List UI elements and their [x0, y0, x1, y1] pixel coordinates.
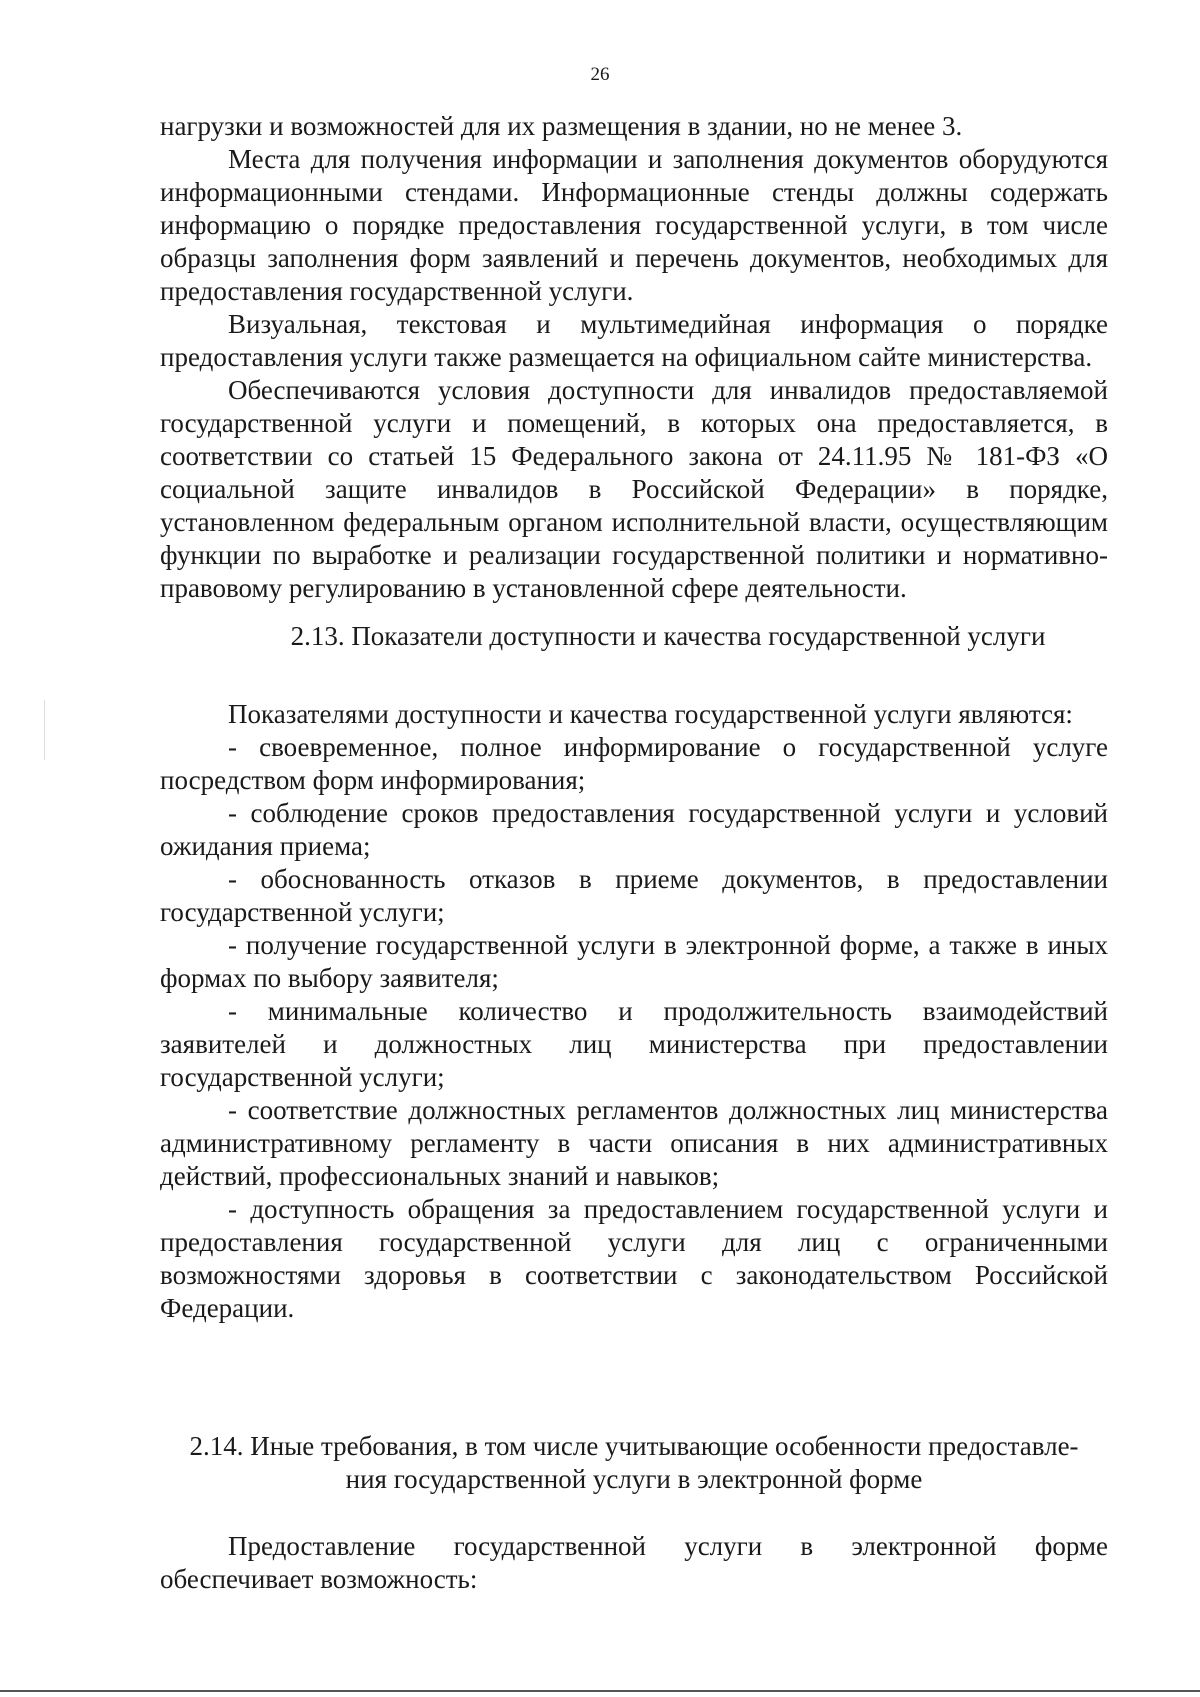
section-heading-2-14-line2: ния государственной услуги в электронной форме: [345, 1464, 923, 1494]
paragraph-visual-info: Визуальная, текстовая и мультимедийная информация о порядке предоставления услуги также размещается на официальном сайте министерства.: [160, 309, 1108, 372]
page-number: 26: [590, 64, 610, 85]
section-2-13: [160, 620, 1108, 1325]
list-item: - доступность обращения за предоставлением государственной услуги и предоставления государственной услуги для лиц с ограниченными возможностями здоровья в соответствии с законодательством Российской Федерации.: [160, 1194, 1108, 1323]
paragraph-info-stands: Места для получения информации и заполнения документов оборудуются информационными стендами. Информационные стенды должны содержать информацию о порядке предоставления государственной услуги, в том числе образцы заполнения форм заявлений и перечень документов, необходимых для предоставления государственной услуги.: [160, 144, 1108, 306]
list-item: - соответствие должностных регламентов должностных лиц министерства административному регламенту в части описания в них административных действий, профессиональных знаний и навыков;: [160, 1095, 1108, 1191]
section-2-13-intro: Показателями доступности и качества государственной услуги являются:: [228, 699, 1073, 729]
section-2-14-intro: Предоставление государственной услуги в электронной форме обеспечивает возможность:: [160, 1531, 1108, 1594]
body-text-top: [160, 110, 1108, 605]
section-2-14-body: [160, 1530, 1108, 1596]
paragraph-accessibility: Обеспечиваются условия доступности для инвалидов предоставляемой государственной услуги и помещений, в которых она предоставляется, в соответствии со статьей 15 Федерального закона от 24.11.95 № 181-ФЗ «О социальной защите инвалидов в Российской Федерации» в порядке, установленном федеральным органом исполнительной власти, осуществляющим функции по выработке и реализации государственной политики и нормативно-правовому регулированию в установленной сфере деятельности.: [160, 375, 1108, 603]
scan-bottom-edge: [0, 1690, 1200, 1692]
scan-artifact-mark: [44, 700, 45, 760]
list-item: - своевременное, полное информирование о государственной услуге посредством форм информирования;: [160, 732, 1108, 795]
list-item: - соблюдение сроков предоставления государственной услуги и условий ожидания приема;: [160, 798, 1108, 861]
section-heading-2-14: [160, 1430, 1108, 1496]
list-item: - минимальные количество и продолжительность взаимодействий заявителей и должностных лиц министерства при предоставлении государственной услуги;: [160, 996, 1108, 1092]
list-item: - получение государственной услуги в электронной форме, а также в иных формах по выбору заявителя;: [160, 930, 1108, 993]
paragraph-continuation: нагрузки и возможностей для их размещения в здании, но не менее 3.: [160, 111, 963, 141]
list-item: - обоснованность отказов в приеме документов, в предоставлении государственной услуги;: [160, 864, 1108, 927]
section-heading-2-14-line1: 2.14. Иные требования, в том числе учитывающие особенности предоставле-: [189, 1431, 1079, 1461]
section-heading-2-13: 2.13. Показатели доступности и качества государственной услуги: [290, 621, 1046, 651]
